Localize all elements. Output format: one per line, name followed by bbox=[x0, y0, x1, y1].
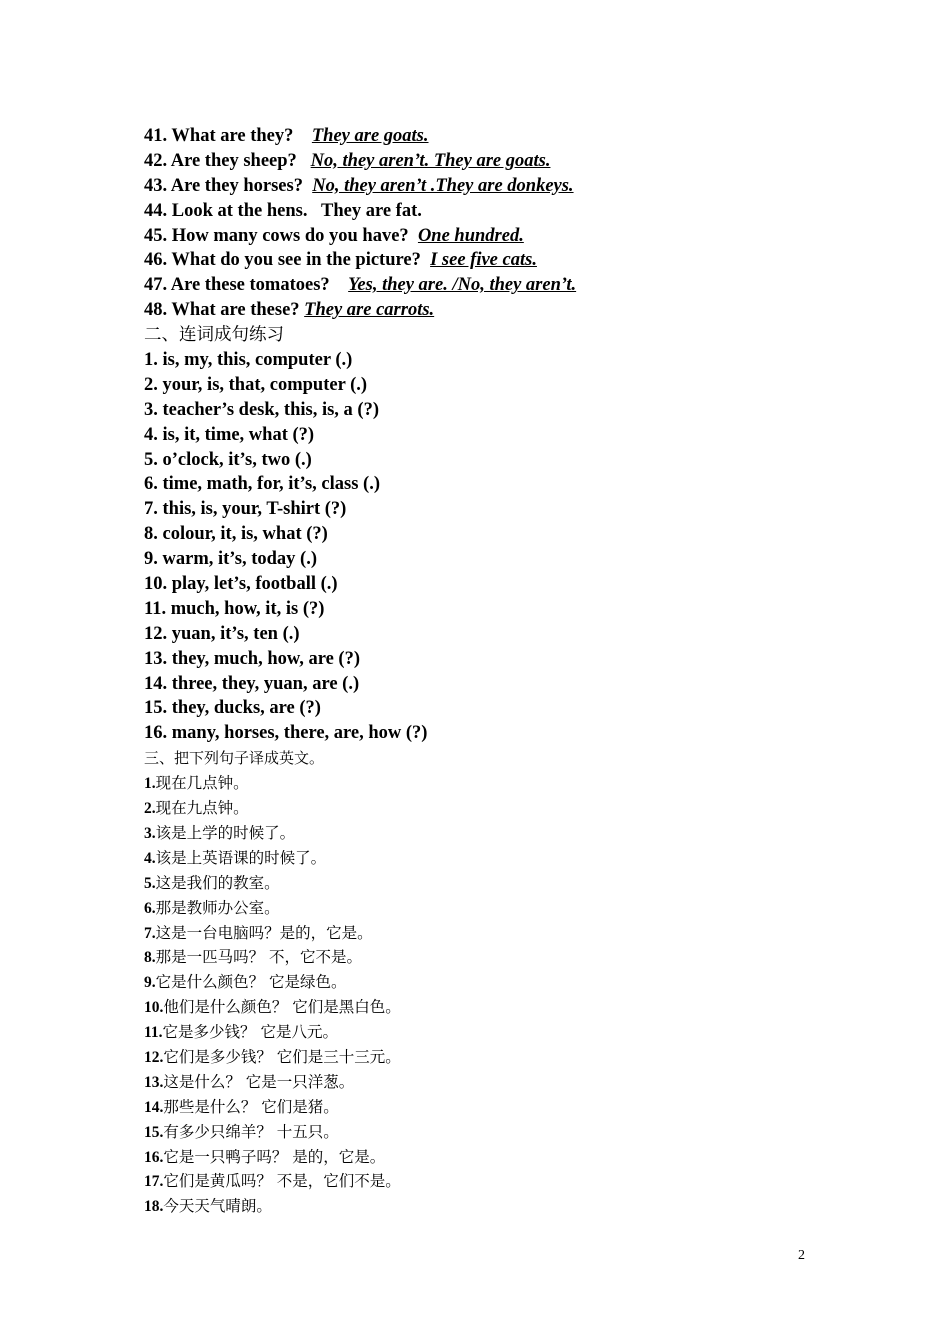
translation-list bbox=[144, 771, 844, 1219]
list-item bbox=[144, 796, 844, 821]
qa-item bbox=[144, 149, 844, 174]
item-number: 14. bbox=[144, 1098, 164, 1116]
section-heading bbox=[144, 746, 844, 771]
list-item bbox=[144, 970, 844, 995]
item-text: 它是什么颜色？ 它是绿色。 bbox=[155, 973, 347, 992]
sentence-order-list bbox=[144, 348, 844, 746]
item-number: 7. bbox=[144, 924, 156, 942]
item-text: 那是教师办公室。 bbox=[155, 898, 280, 917]
list-item bbox=[144, 921, 844, 946]
item-number: 10. bbox=[144, 999, 164, 1017]
list-item bbox=[144, 1070, 844, 1095]
answer-text: No, they aren’t .They are donkeys. bbox=[312, 175, 574, 196]
item-text: 那些是什么？ 它们是猪。 bbox=[163, 1097, 339, 1116]
list-item bbox=[144, 1145, 844, 1170]
item-text: 这是我们的教室。 bbox=[155, 873, 280, 892]
item-text: 它是多少钱？ 它是八元。 bbox=[162, 1023, 338, 1042]
qa-item bbox=[144, 248, 844, 273]
item-text: 今天天气晴朗。 bbox=[163, 1197, 272, 1216]
item-number: 3. bbox=[144, 824, 156, 842]
item-text: 这是什么？ 它是一只洋葱。 bbox=[163, 1072, 355, 1091]
question-text: 44. Look at the hens. They are fat. bbox=[144, 200, 422, 221]
answer-text: One hundred. bbox=[417, 225, 524, 246]
list-item: 10. play, let’s, football (.) bbox=[144, 574, 338, 595]
list-item: 2. your, is, that, computer (.) bbox=[144, 374, 368, 395]
qa-item bbox=[144, 124, 844, 149]
list-item: 11. much, how, it, is (?) bbox=[144, 598, 325, 619]
list-item: 5. o’clock, it’s, two (.) bbox=[144, 449, 312, 470]
question-text: 42. Are they sheep? bbox=[144, 150, 297, 171]
item-number: 4. bbox=[144, 849, 156, 867]
item-number: 18. bbox=[144, 1198, 164, 1216]
list-item bbox=[144, 1095, 844, 1120]
answer-text: I see five cats. bbox=[430, 250, 537, 271]
question-text: 48. What are these? bbox=[144, 300, 300, 321]
list-item bbox=[144, 1120, 844, 1145]
item-number: 12. bbox=[144, 1048, 164, 1066]
item-text: 它们是黄瓜吗？ 不是，它们不是。 bbox=[163, 1172, 401, 1191]
list-item: 14. three, they, yuan, are (.) bbox=[144, 673, 360, 694]
item-number: 13. bbox=[144, 1073, 164, 1091]
qa-item bbox=[144, 298, 844, 323]
list-item: 15. they, ducks, are (?) bbox=[144, 698, 321, 719]
list-item: 4. is, it, time, what (?) bbox=[144, 424, 315, 445]
question-text: 41. What are they? bbox=[144, 126, 294, 146]
qa-item bbox=[144, 199, 844, 224]
list-item bbox=[144, 1020, 844, 1045]
item-number: 17. bbox=[144, 1173, 164, 1191]
list-item bbox=[144, 945, 844, 970]
list-item: 1. is, my, this, computer (.) bbox=[144, 350, 353, 371]
list-item bbox=[144, 1045, 844, 1070]
spacer bbox=[330, 275, 349, 295]
list-item bbox=[144, 1169, 844, 1194]
qa-item bbox=[144, 273, 844, 298]
item-text: 该是上学的时候了。 bbox=[155, 823, 296, 842]
list-item: 16. many, horses, there, are, how (?) bbox=[144, 723, 428, 744]
answer-text: They are goats. bbox=[311, 126, 429, 146]
spacer bbox=[409, 226, 418, 246]
item-number: 11. bbox=[144, 1024, 163, 1042]
item-number: 15. bbox=[144, 1123, 164, 1141]
spacer bbox=[297, 151, 311, 171]
item-text: 现在几点钟。 bbox=[155, 774, 249, 793]
spacer bbox=[421, 250, 430, 270]
item-text: 他们是什么颜色？ 它们是黑白色。 bbox=[163, 998, 401, 1017]
page-number: 2 bbox=[798, 1248, 805, 1263]
list-item: 13. they, much, how, are (?) bbox=[144, 648, 361, 669]
section-title: 二、连词成句练习 bbox=[144, 325, 284, 346]
list-item: 12. yuan, it’s, ten (.) bbox=[144, 623, 300, 644]
list-item bbox=[144, 995, 844, 1020]
list-item bbox=[144, 771, 844, 796]
list-item: 7. this, is, your, T-shirt (?) bbox=[144, 499, 347, 520]
question-text: 45. How many cows do you have? bbox=[144, 225, 409, 246]
item-number: 5. bbox=[144, 874, 156, 892]
item-text: 它们是多少钱？ 它们是三十三元。 bbox=[163, 1047, 401, 1066]
list-item bbox=[144, 871, 844, 896]
list-item bbox=[144, 1194, 844, 1219]
item-text: 它是一只鸭子吗？ 是的，它是。 bbox=[163, 1147, 386, 1166]
list-item: 6. time, math, for, it’s, class (.) bbox=[144, 474, 381, 495]
answer-text: They are carrots. bbox=[304, 300, 435, 321]
question-text: 46. What do you see in the picture? bbox=[144, 250, 421, 271]
item-number: 6. bbox=[144, 899, 156, 917]
item-number: 16. bbox=[144, 1148, 164, 1166]
question-text: 43. Are they horses? bbox=[144, 175, 303, 196]
item-number: 9. bbox=[144, 974, 156, 992]
spacer bbox=[293, 126, 312, 146]
section-title: 三、把下列句子译成英文。 bbox=[144, 749, 325, 768]
qa-item bbox=[144, 224, 844, 249]
item-text: 那是一匹马吗？ 不，它不是。 bbox=[155, 948, 363, 967]
item-number: 8. bbox=[144, 949, 156, 967]
answer-text: No, they aren’t. They are goats. bbox=[310, 150, 551, 171]
item-text: 现在九点钟。 bbox=[155, 799, 249, 818]
spacer bbox=[303, 176, 312, 196]
item-number: 2. bbox=[144, 800, 156, 818]
list-item bbox=[144, 846, 844, 871]
list-item: 9. warm, it’s, today (.) bbox=[144, 549, 317, 570]
qa-item bbox=[144, 174, 844, 199]
item-text: 该是上英语课的时候了。 bbox=[155, 848, 327, 867]
item-text: 有多少只绵羊？ 十五只。 bbox=[163, 1122, 339, 1141]
list-item: 8. colour, it, is, what (?) bbox=[144, 524, 328, 545]
question-text: 47. Are these tomatoes? bbox=[144, 275, 330, 296]
item-number: 1. bbox=[144, 775, 156, 793]
list-item: 3. teacher’s desk, this, is, a (?) bbox=[144, 399, 379, 420]
item-text: 这是一台电脑吗？是的，它是。 bbox=[155, 923, 373, 942]
list-item bbox=[144, 821, 844, 846]
answer-text: Yes, they are. /No, they aren’t. bbox=[348, 275, 577, 296]
section-heading bbox=[144, 323, 844, 348]
list-item bbox=[144, 896, 844, 921]
page-content bbox=[144, 124, 844, 1219]
